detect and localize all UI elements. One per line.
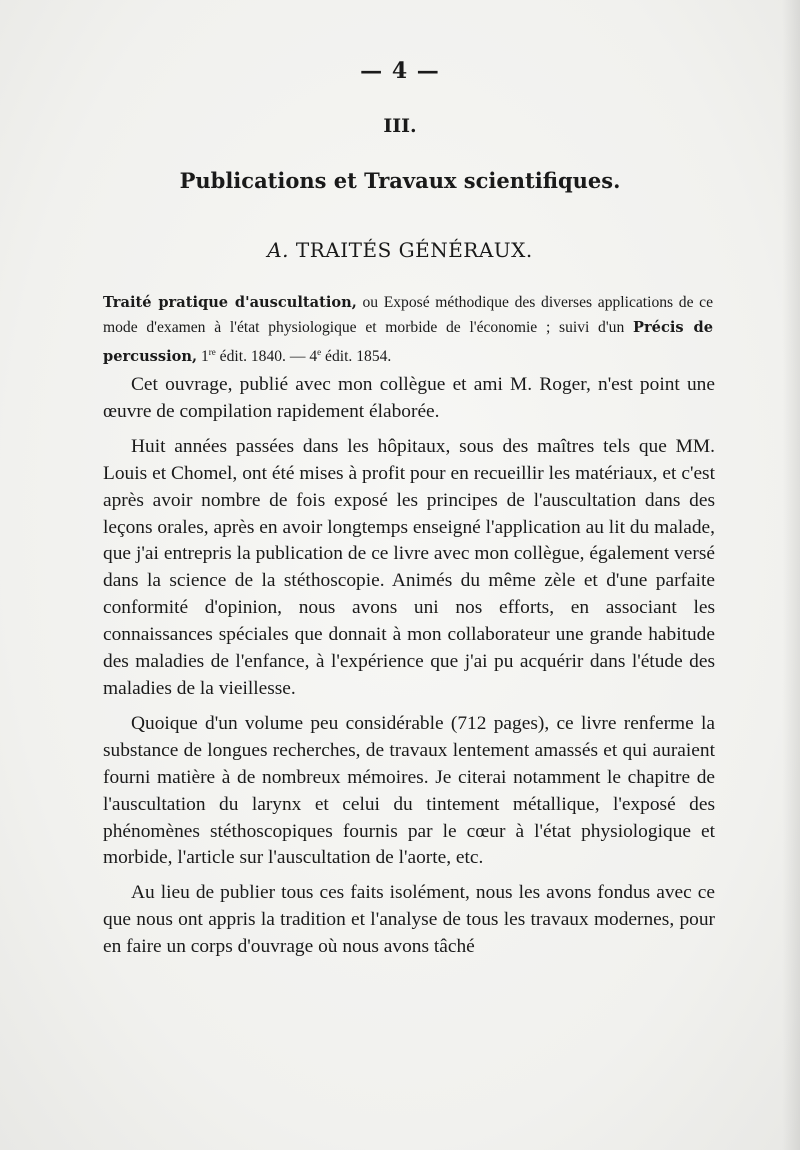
- edition-1-sup: re: [208, 347, 216, 357]
- section-title: Publications et Travaux scientifiques.: [179, 168, 621, 193]
- edition-1-rest: édit. 1840. — 4: [215, 348, 318, 366]
- bibliographic-entry: [103, 290, 713, 369]
- paragraph-4: Au lieu de publier tous ces faits isolément, nous les avons fondus avec ce que nous ont appris la tradition et l'analyse de tous les travaux modernes, pour en faire un corps d'ouvrage où nous avons tâché: [103, 882, 715, 958]
- page-edge-shadow: [782, 0, 800, 1150]
- paragraph-3: Quoique d'un volume peu considérable (712 pages), ce livre renferme la substance de longues recherches, de travaux lentement amassés et qui auraient fourni matière à de nombreux mémoires. Je citerai notamment le chapitre de l'auscultation du larynx et celui du tintement métallique, l'exposé des phénomènes stéthoscopiques fournis par le cœur à l'état physiologique et morbide, l'article sur l'auscultation de l'aorte, etc.: [103, 712, 715, 869]
- edition-2-sup: e: [317, 347, 322, 357]
- body-text: [103, 372, 715, 969]
- subsection-letter: A.: [267, 238, 290, 262]
- page-folio: — 4 —: [360, 58, 440, 84]
- subsection-title-text: TRAITÉS GÉNÉRAUX.: [295, 238, 533, 262]
- entry-title-2: Précis de percussion,: [103, 319, 713, 366]
- section-number: III.: [383, 115, 417, 137]
- edition-2-rest: édit. 1854.: [321, 348, 392, 366]
- edition-1: 1: [197, 348, 209, 366]
- paragraph-1: Cet ouvrage, publié avec mon collègue et ami M. Roger, n'est point une œuvre de compilation rapidement élaborée.: [103, 374, 715, 422]
- entry-title: Traité pratique d'auscultation,: [103, 294, 357, 311]
- subsection-title: [0, 238, 800, 262]
- paragraph-2: Huit années passées dans les hôpitaux, sous des maîtres tels que MM. Louis et Chomel, ont été mises à profit pour en recueillir les matériaux, et c'est après avoir nombre de fois exposé les principes de l'auscultation dans des leçons orales, après en avoir longtemps enseigné l'application au lit du malade, que j'ai entrepris la publication de ce livre avec mon collègue, également versé dans la science de la stéthoscopie. Animés du même zèle et d'une parfaite conformité d'opinion, nous avons uni nos efforts, en associant les connaissances spéciales que donnait à mon collaborateur une grande habitude des maladies de l'enfance, à l'expérience que j'ai pu acquérir dans l'étude des maladies de la vieillesse.: [103, 435, 715, 699]
- entry-description: ou Exposé méthodique des diverses applications de ce mode d'examen à l'état physiologique et morbide de l'économie ; suivi d'un: [103, 294, 713, 336]
